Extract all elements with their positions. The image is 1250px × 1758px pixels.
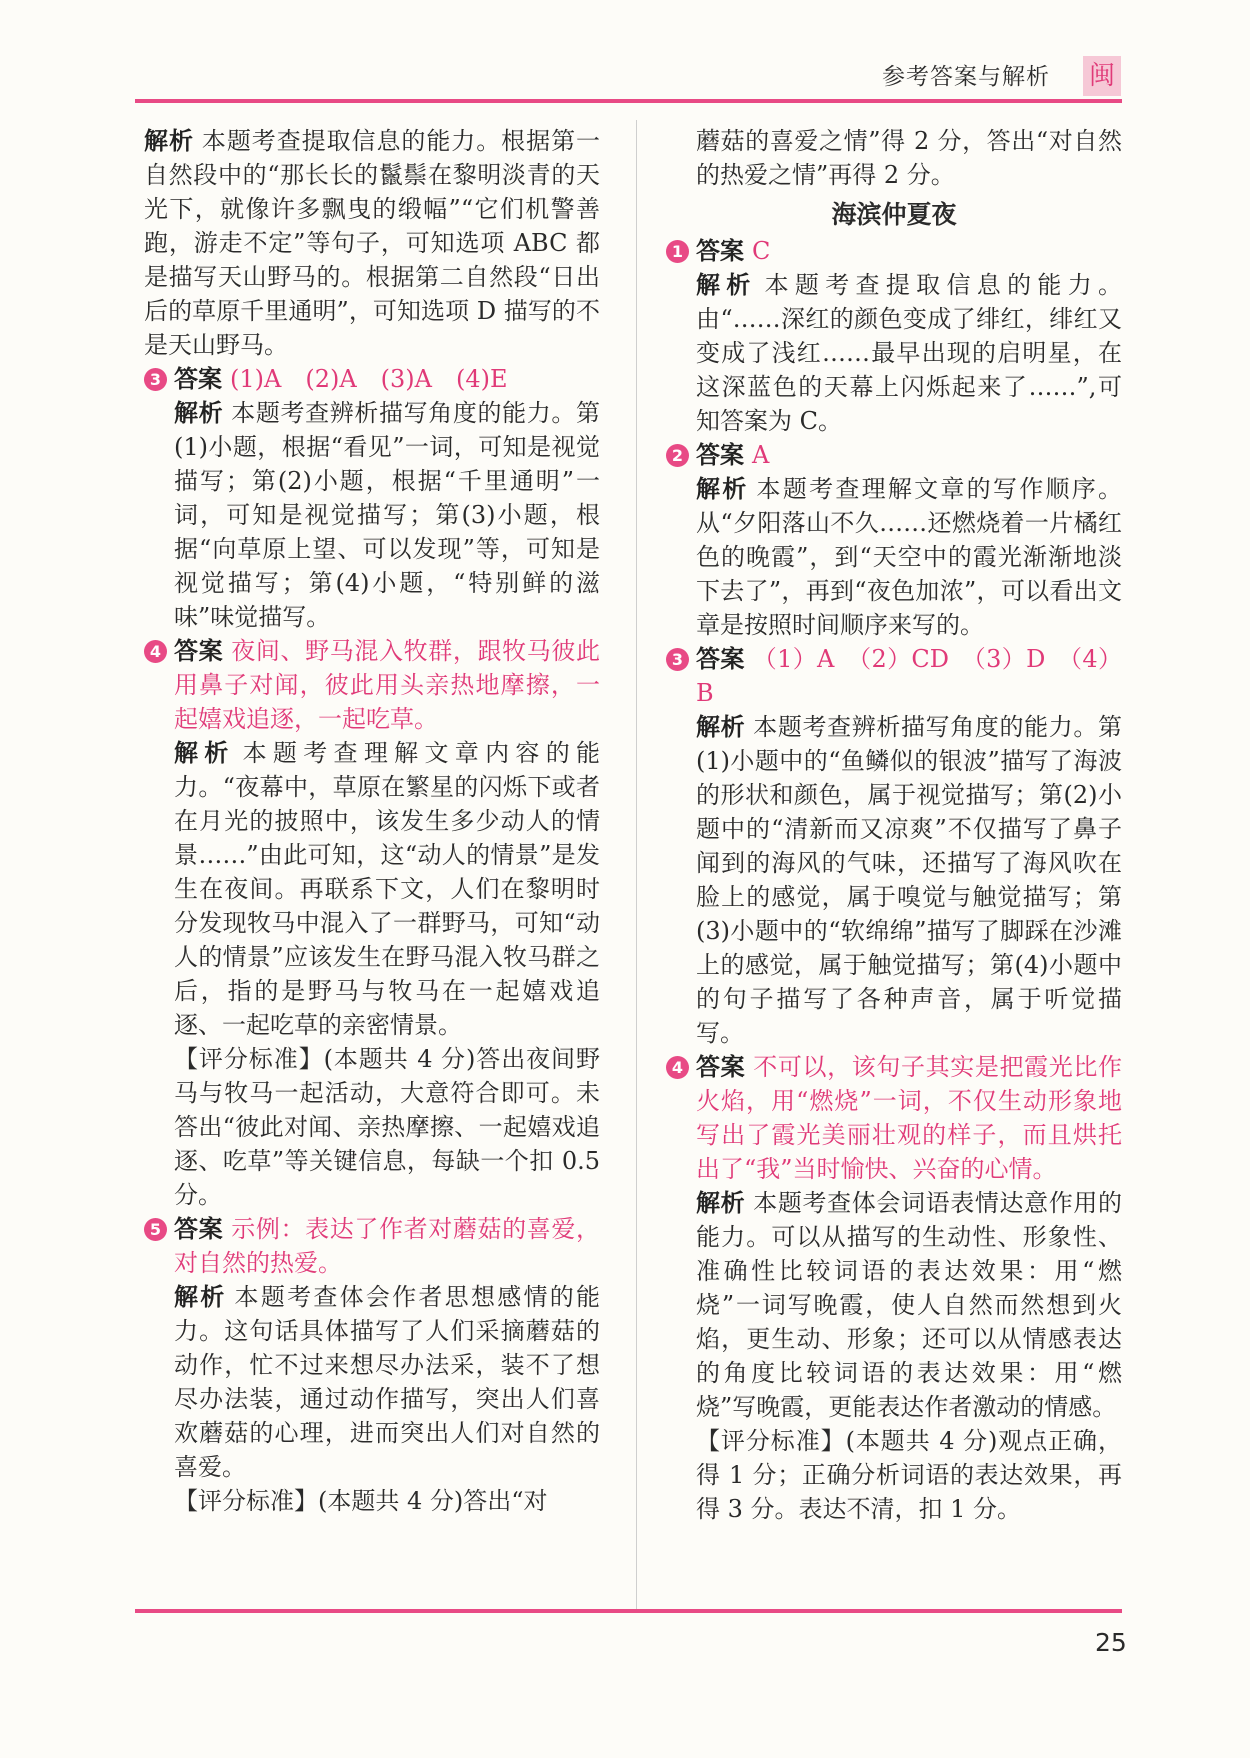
top-rule	[135, 99, 1122, 103]
analysis-text: 本题考查体会作者思想感情的能力。这句话具体描写了人们采摘蘑菇的动作，忙不过来想尽办法采，装不了想尽办法装，通过动作描写，突出人们喜欢蘑菇的心理，进而突出人们对自然的喜爱。	[174, 1283, 601, 1481]
q2-analysis	[144, 124, 600, 362]
answer-label: 答案	[696, 440, 744, 469]
analysis-label: 解析	[174, 738, 235, 767]
answer-label: 答案	[696, 644, 745, 673]
question-number-badge: 4	[666, 1056, 689, 1079]
analysis-label: 解析	[696, 712, 746, 741]
scoring-criteria: 【评分标准】(本题共 4 分)观点正确，得 1 分；正确分析词语的表达效果，再得 3 分。表达不清，扣 1 分。	[696, 1427, 1122, 1523]
answer-text: A	[752, 441, 770, 469]
analysis-label: 解析	[144, 126, 194, 155]
question-number-badge: 5	[144, 1218, 167, 1241]
analysis-label: 解析	[174, 1282, 227, 1311]
question-number-badge: 3	[144, 368, 167, 391]
scoring-criteria: 【评分标准】(本题共 4 分)答出“对	[174, 1487, 548, 1515]
bottom-rule	[135, 1609, 1122, 1613]
answer-label: 答案	[174, 1214, 224, 1243]
scoring-continued: 蘑菇的喜爱之情”得 2 分，答出“对自然的热爱之情”再得 2 分。	[696, 127, 1122, 189]
analysis-label: 解析	[696, 1188, 746, 1217]
question-5	[144, 1212, 600, 1518]
analysis-text: 本题考查提取信息的能力。由“……深红的颜色变成了绯红，绯红又变成了浅红……最早出现的启明星，在这深蓝色的天幕上闪烁起来了……”,可知答案为 C。	[696, 271, 1123, 435]
question-number-badge: 4	[144, 640, 167, 663]
question-3	[666, 642, 1122, 1050]
question-number-badge: 3	[666, 648, 689, 671]
answer-label: 答案	[696, 1052, 746, 1081]
answer-text: 不可以，该句子其实是把霞光比作火焰，用“燃烧”一词，不仅生动形象地写出了霞光美丽壮观的样子，而且烘托出了“我”当时愉快、兴奋的心情。	[696, 1053, 1122, 1183]
question-4	[144, 634, 600, 1212]
left-column	[144, 124, 600, 1518]
column-divider	[636, 120, 637, 1610]
right-column	[666, 124, 1122, 1526]
answer-text: 示例：表达了作者对蘑菇的喜爱，对自然的热爱。	[174, 1215, 600, 1277]
analysis-label: 解析	[174, 398, 224, 427]
region-badge: 闽	[1083, 56, 1121, 96]
scoring-criteria: 【评分标准】(本题共 4 分)答出夜间野马与牧马一起活动，大意符合即可。未答出“彼此对闻、亲热摩擦、一起嬉戏追逐、吃草”等关键信息，每缺一个扣 0.5 分。	[174, 1045, 600, 1209]
question-number-badge: 1	[666, 240, 689, 263]
answer-label: 答案	[696, 236, 744, 265]
answer-text: (1)A (2)A (3)A (4)E	[230, 365, 508, 393]
analysis-text: 本题考查理解文章内容的能力。“夜幕中，草原在繁星的闪烁下或者在月光的披照中，该发生多少动人的情景……”由此可知，这“动人的情景”是发生在夜间。再联系下文，人们在黎明时分发现牧马中混入了一群野马，可知“动人的情景”应该发生在野马混入牧马群之后，指的是野马与牧马在一起嬉戏追逐、一起吃草的亲密情景。	[174, 739, 601, 1039]
question-1	[666, 234, 1122, 438]
answer-text: 夜间、野马混入牧群，跟牧马彼此用鼻子对闻，彼此用头亲热地摩擦，一起嬉戏追逐，一起吃草。	[174, 637, 600, 733]
analysis-label: 解析	[696, 270, 757, 299]
analysis-label: 解析	[696, 474, 749, 503]
answer-label: 答案	[174, 364, 222, 393]
question-number-badge: 2	[666, 444, 689, 467]
answer-label: 答案	[174, 636, 224, 665]
question-3	[144, 362, 600, 634]
analysis-text: 本题考查理解文章的写作顺序。从“夕阳落山不久……还燃烧着一片橘红色的晚霞”，到“天空中的霞光渐渐地淡下去了”，再到“夜色加浓”，可以看出文章是按照时间顺序来写的。	[696, 475, 1123, 639]
page-number: 25	[1095, 1628, 1127, 1657]
header-title: 参考答案与解析	[882, 64, 1050, 90]
analysis-text: 本题考查辨析描写角度的能力。第(1)小题中的“鱼鳞似的银波”描写了海波的形状和颜色，属于视觉描写；第(2)小题中的“清新而又凉爽”不仅描写了鼻子闻到的海风的气味，还描写了海风吹在脸上的感觉，属于嗅觉与触觉描写；第(3)小题中的“软绵绵”描写了脚踩在沙滩上的感觉，属于触觉描写；第(4)小题中的句子描写了各种声音，属于听觉描写。	[696, 713, 1122, 1047]
answer-text: C	[752, 237, 771, 265]
analysis-text: 本题考查体会词语表情达意作用的能力。可以从描写的生动性、形象性、准确性比较词语的表达效果：用“燃烧”一词写晚霞，使人自然而然想到火焰，更生动、形象；还可以从情感表达的角度比较词语的表达效果：用“燃烧”写晚霞，更能表达作者激动的情感。	[696, 1189, 1122, 1421]
section-title: 海滨仲夏夜	[831, 200, 957, 229]
question-4	[666, 1050, 1122, 1526]
answer-text: （1）A （2）CD （3）D （4）B	[696, 645, 1123, 707]
question-2	[666, 438, 1122, 642]
analysis-text: 本题考查提取信息的能力。根据第一自然段中的“那长长的鬣鬃在黎明淡青的天光下，就像许多飘曳的缎幅”“它们机警善跑，游走不定”等句子，可知选项 ABC 都是描写天山野马的。根据第二自然段“日出后的草原千里通明”，可知选项 D 描写的不是天山野马。	[144, 127, 601, 359]
analysis-text: 本题考查辨析描写角度的能力。第(1)小题，根据“看见”一词，可知是视觉描写；第(2)小题，根据“千里通明”一词，可知是视觉描写；第(3)小题，根据“向草原上望、可以发现”等，可知是视觉描写；第(4)小题，“特别鲜的滋味”味觉描写。	[174, 399, 600, 631]
